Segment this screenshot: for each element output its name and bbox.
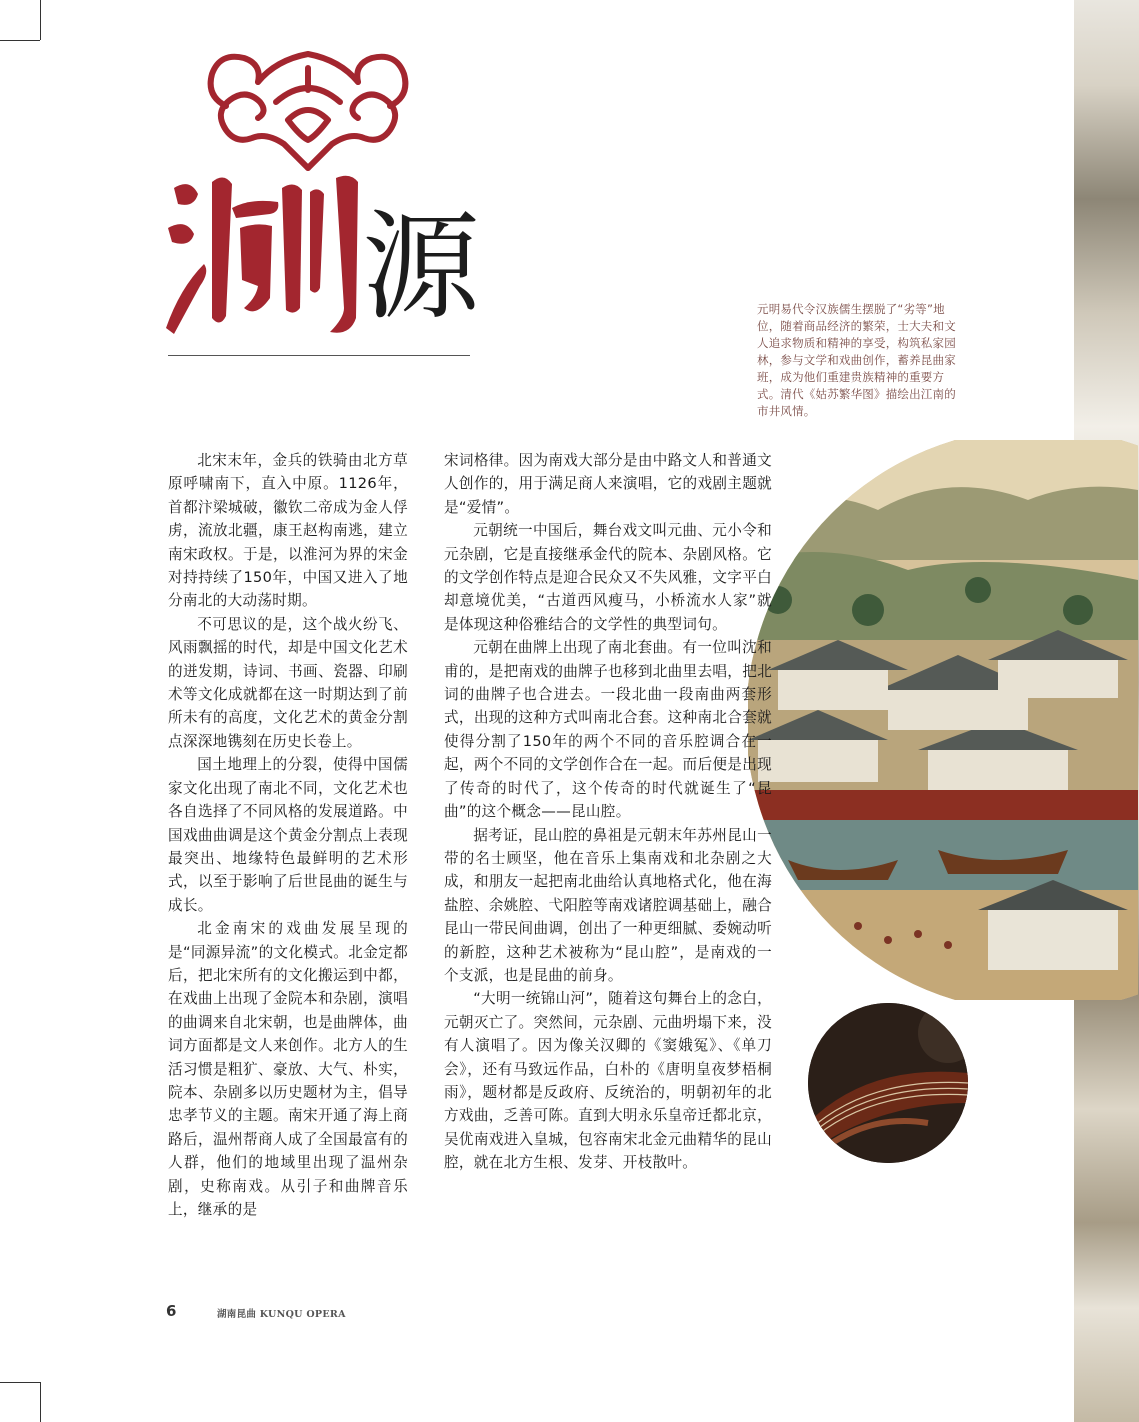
magazine-name: 湖南昆曲 KUNQU OPERA	[217, 1309, 346, 1320]
article-column-2	[444, 449, 772, 1175]
title-calligraphy	[160, 168, 370, 338]
paragraph: 不可思议的是，这个战火纷飞、风雨飘摇的时代，却是中国文化艺术的迸发期，诗词、书画、瓷器、印刷术等文化成就都在这一时期达到了前所未有的高度，文化艺术的黄金分割点深深地镌刻在历史长卷上。	[168, 615, 408, 750]
paragraph: 据考证，昆山腔的鼻祖是元朝末年苏州昆山一带的名士顾坚，他在音乐上集南戏和北杂剧之大成，和朋友一起把南北曲给认真地格式化，他在海盐腔、余姚腔、弋阳腔等南戏诸腔调基础上，融合昆山一带民间曲调，创出了一种更细腻、委婉动听的新腔，这种艺术被称为“昆山腔”，是南戏的一个支派，也是昆曲的前身。	[444, 826, 772, 984]
paragraph: 北金南宋的戏曲发展呈现的是“同源异流”的文化模式。北金定都后，把北宋所有的文化搬运到中都，在戏曲上出现了金院本和杂剧，演唱的曲调来自北宋朝，也是曲牌体，曲词方面都是文人来创作。北方人的生活习惯是粗犷、豪放、大气、朴实，院本、杂剧多以历史题材为主，倡导忠孝节义的主题。南宋开通了海上商路后，温州帮商人成了全国最富有的人群，他们的地域里出现了温州杂剧，史称南戏。从引子和曲牌音乐上，继承的是	[168, 920, 408, 1218]
page-number: 6	[166, 1302, 177, 1320]
ornament-icon	[196, 40, 420, 172]
paragraph: 国土地理上的分裂，使得中国儒家文化出现了南北不同，文化艺术也各自选择了不同风格的发展道路。中国戏曲曲调是这个黄金分割点上表现最突出、地缘特色最鲜明的艺术形式，以至于影响了后世昆曲的诞生与成长。	[168, 756, 408, 914]
guqin-photo	[808, 1003, 968, 1163]
painting-illustration	[748, 440, 1138, 1000]
article-column-1	[168, 449, 408, 1221]
paragraph: 宋词格律。因为南戏大部分是由中路文人和普通文人创作的，用于满足商人来演唱，它的戏剧主题就是“爱情”。	[444, 452, 772, 516]
paragraph: “大明一统锦山河”，随着这句舞台上的念白，元朝灭亡了。突然间，元杂剧、元曲坍塌下来，没有人演唱了。因为像关汉卿的《窦娥冤》、《单刀会》，还有马致远作品，白朴的《唐明皇夜梦梧桐雨》，题材都是反政府、反统治的，明朝初年的北方戏曲，乏善可陈。直到大明永乐皇帝迁都北京，吴优南戏进入皇城，包容南宋北金元曲精华的昆山腔，就在北方生根、发芽、开枝散叶。	[444, 990, 772, 1172]
paragraph: 元朝在曲牌上出现了南北套曲。有一位叫沈和甫的，是把南戏的曲牌子也移到北曲里去唱，把北词的曲牌子也合进去。一段北曲一段南曲两套形式，出现的这种方式叫南北合套。这种南北合套就使得分割了150年的两个不同的音乐腔调合在一起，两个不同的文学创作合在一起。而后便是出现了传奇的时代了，这个传奇的时代就诞生了“昆曲”的这个概念——昆山腔。	[444, 639, 772, 821]
paragraph: 北宋末年，金兵的铁骑由北方草原呼啸南下，直入中原。1126年，首都汴梁城破，徽钦二帝成为金人俘虏，流放北疆，康王赵构南逃，建立南宋政权。于是，以淮河为界的宋金对持持续了150年，中国又进入了地分南北的大动荡时期。	[168, 452, 408, 610]
paragraph: 元朝统一中国后，舞台戏文叫元曲、元小令和元杂剧，它是直接继承金代的院本、杂剧风格。它的文学创作特点是迎合民众又不失风雅，文字平白却意境优美，“古道西风瘦马，小桥流水人家”就是体现这种俗雅结合的文学性的典型词句。	[444, 522, 772, 633]
image-caption: 元明易代令汉族儒生摆脱了“劣等”地位，随着商品经济的繁荣，士大夫和文人追求物质和精神的享受，构筑私家园林，参与文学和戏曲创作，蓄养昆曲家班，成为他们重建贵族精神的重要方式。清代《姑苏繁华图》描绘出江南的市井风情。	[757, 302, 956, 418]
title-divider	[168, 355, 470, 356]
page-title: 源	[362, 198, 481, 336]
